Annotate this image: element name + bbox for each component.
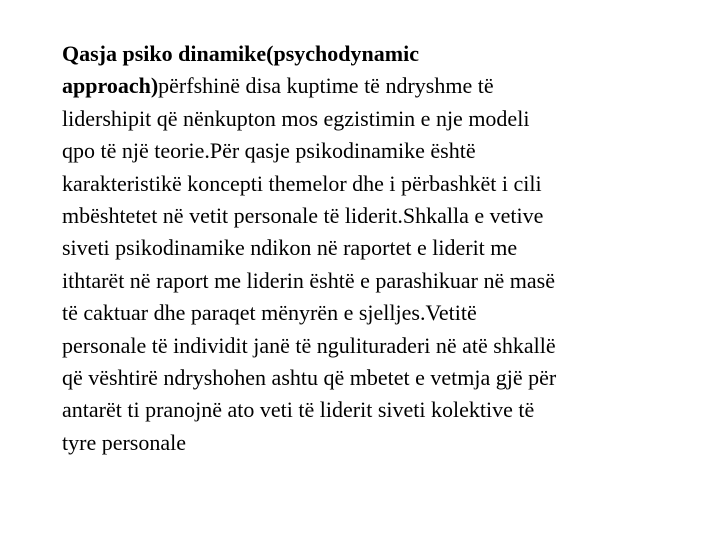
paragraph-line-11: që vështirë ndryshohen ashtu që mbetet e vetmja gjë për [62,364,557,390]
paragraph-line-3: lidershipit që nënkupton mos egzistimin e nje modeli [62,105,530,131]
paragraph-line-4: qpo të një teorie.Për qasje psikodinamike është [62,138,476,164]
paragraph-line-10: personale të individit janë të ngulituraderi në atë shkallë [62,332,556,358]
paragraph-line-7: siveti psikodinamike ndikon në raportet e liderit me [62,235,518,261]
paragraph-line-5: karakteristikë koncepti themelor dhe i përbashkët i cili [62,170,542,196]
paragraph-line-12: antarët ti pranojnë ato veti të liderit siveti kolektive të [62,397,535,423]
paragraph-line-13: tyre personale [62,429,186,455]
body-paragraph [62,38,702,459]
paragraph-line-2 [62,70,702,102]
paragraph-line-2-rest: përfshinë disa kuptime të ndryshme të [158,73,494,99]
paragraph-line-2-bold: approach) [62,73,159,99]
paragraph-line-9: të caktuar dhe paraqet mënyrën e sjelljes.Vetitë [62,300,477,326]
paragraph-line-1: Qasja psiko dinamike(psychodynamic [62,41,419,66]
paragraph-line-8: ithtarët në raport me liderin është e parashikuar në masë [62,267,555,293]
paragraph-line-6: mbështetet në vetit personale të liderit.Shkalla e vetive [62,202,544,228]
